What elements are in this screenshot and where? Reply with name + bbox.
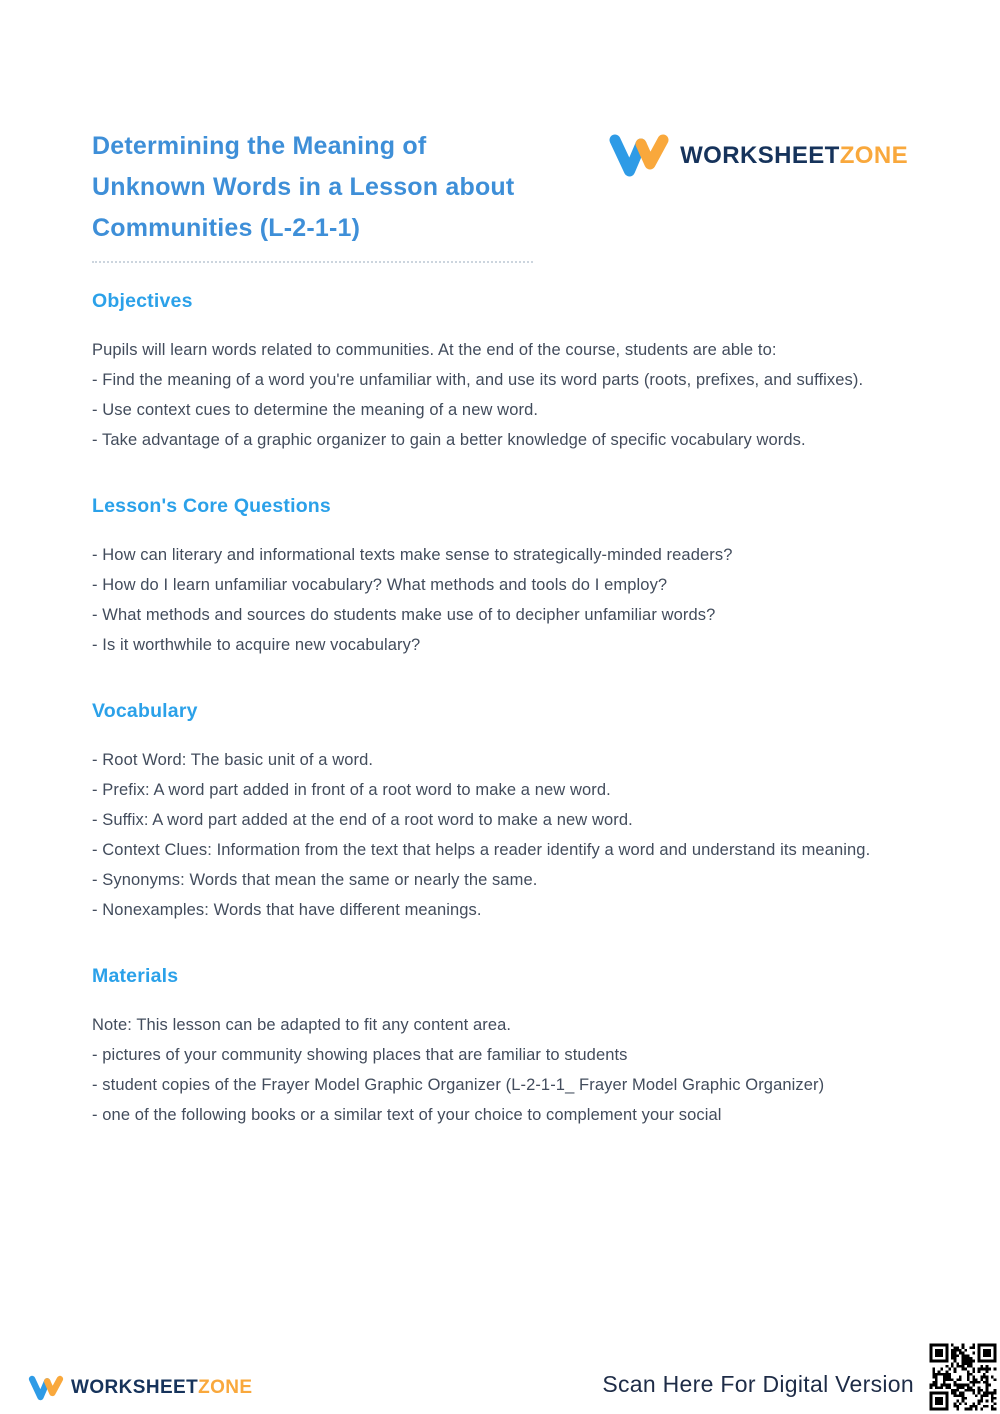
- section-heading: Objectives: [92, 290, 193, 312]
- text-line: - Prefix: A word part added in front of a root word to make a new word.: [92, 781, 611, 799]
- section-core-questions: [92, 493, 908, 660]
- text-line: - Take advantage of a graphic organizer to gain a better knowledge of specific vocabulary words.: [92, 431, 806, 449]
- worksheetzone-logo: [608, 132, 908, 179]
- text-line: - Context Clues: Information from the text that helps a reader identify a word and understand its meaning.: [92, 841, 871, 859]
- text-line: - one of the following books or a similar text of your choice to complement your social: [92, 1106, 722, 1124]
- document-footer: [0, 1330, 1000, 1414]
- dotted-separator: [92, 261, 533, 263]
- text-line: - Root Word: The basic unit of a word.: [92, 751, 374, 769]
- section-materials: [92, 963, 908, 1130]
- text-line: - Find the meaning of a word you're unfamiliar with, and use its word parts (roots, prefixes, and suffixes).: [92, 371, 864, 389]
- scan-here-label: Scan Here For Digital Version: [602, 1371, 914, 1397]
- worksheetzone-w-icon: [28, 1374, 64, 1402]
- text-line: - Is it worthwhile to acquire new vocabulary?: [92, 636, 421, 654]
- wordmark-accent: ZONE: [198, 1377, 253, 1398]
- worksheetzone-logo-footer: [28, 1374, 253, 1402]
- text-line: - Nonexamples: Words that have different meanings.: [92, 901, 482, 919]
- worksheetzone-wordmark: [680, 142, 908, 170]
- worksheetzone-wordmark: [71, 1377, 253, 1399]
- qr-code-icon: [927, 1341, 999, 1413]
- text-line: - Use context cues to determine the meaning of a new word.: [92, 401, 539, 419]
- section-objectives: [92, 288, 908, 455]
- wordmark-accent: ZONE: [839, 141, 908, 169]
- text-line: - How do I learn unfamiliar vocabulary? What methods and tools do I employ?: [92, 576, 668, 594]
- document-header: [0, 0, 1000, 263]
- wordmark-primary: WORKSHEET: [71, 1377, 199, 1398]
- worksheetzone-w-icon: [608, 132, 670, 179]
- section-heading: Materials: [92, 965, 179, 987]
- page-title-line: Unknown Words in a Lesson about: [92, 173, 515, 201]
- text-line: - Synonyms: Words that mean the same or nearly the same.: [92, 871, 538, 889]
- text-line: Pupils will learn words related to communities. At the end of the course, students are able to:: [92, 341, 777, 359]
- section-heading: Lesson's Core Questions: [92, 495, 331, 517]
- page-title: [92, 126, 554, 263]
- text-line: - pictures of your community showing places that are familiar to students: [92, 1046, 628, 1064]
- page-title-line: Communities (L-2-1-1): [92, 214, 361, 242]
- text-line: - What methods and sources do students make use of to decipher unfamiliar words?: [92, 606, 716, 624]
- page-title-line: Determining the Meaning of: [92, 132, 427, 160]
- text-line: - How can literary and informational texts make sense to strategically-minded readers?: [92, 546, 733, 564]
- wordmark-primary: WORKSHEET: [680, 141, 840, 169]
- section-heading: Vocabulary: [92, 700, 198, 722]
- text-line: - student copies of the Frayer Model Graphic Organizer (L-2-1-1_ Frayer Model Graphic Organizer): [92, 1076, 825, 1094]
- text-line: Note: This lesson can be adapted to fit any content area.: [92, 1016, 512, 1034]
- section-vocabulary: [92, 698, 908, 925]
- document-body: [0, 288, 1000, 1130]
- text-line: - Suffix: A word part added at the end of a root word to make a new word.: [92, 811, 633, 829]
